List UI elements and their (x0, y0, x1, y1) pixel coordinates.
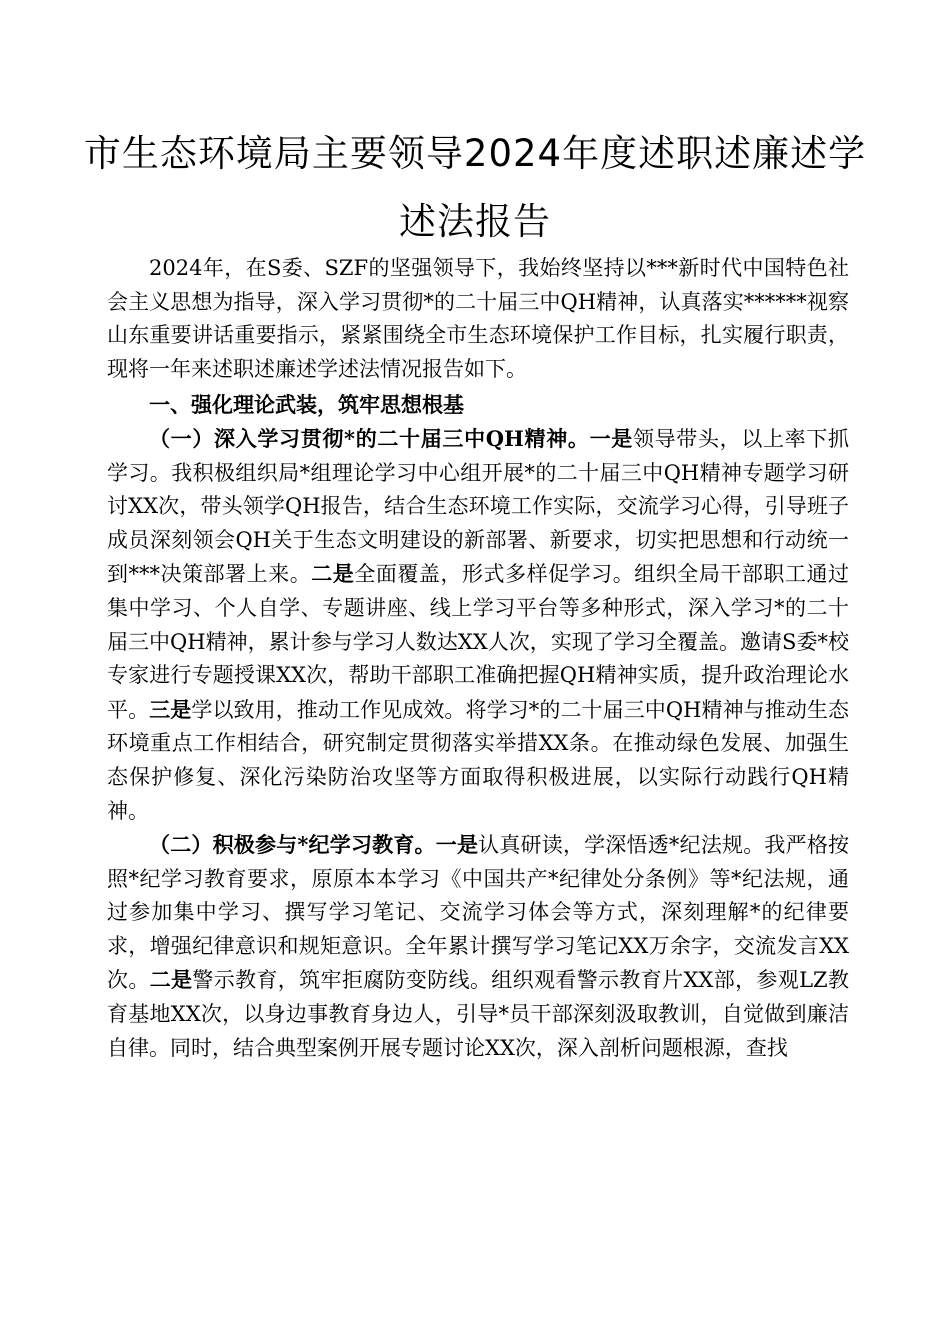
item1-lead2: 二是 (311, 561, 355, 587)
item1-lead3: 三是 (149, 696, 192, 722)
section1-item2-paragraph (107, 828, 849, 1065)
document-title-line2: 述法报告 (399, 200, 551, 243)
item1-text1: 领导带头，以上率下抓学习。我积极组织局*组理论学习中心组开展*的二十届三中QH精神专题学习研讨XX次，带头领学QH报告，结合生态环境工作实际，交流学习心得，引导班子成员深刻领会QH关于生态文明建设的新部署、新要求，切实把思想和行动统一到***决策部署上来。 (107, 426, 850, 587)
item1-text2: 全面覆盖，形式多样促学习。组织全局干部职工通过集中学习、个人自学、专题讲座、线上学习平台等多种形式，深入学习*的二十届三中QH精神，累计参与学习人数达XX人次，实现了学习全覆盖。邀请S委*校专家进行专题授课XX次，帮助干部职工准确把握QH精神实质，提升政治理论水平。 (107, 562, 850, 722)
item1-text3: 学以致用，推动工作见成效。将学习*的二十届三中QH精神与推动生态环境重点工作相结合，研究制定贯彻落实举措XX条。在推动绿色发展、加强生态保护修复、深化污染防治攻坚等方面取得积极进展，以实际行动践行QH精神。 (107, 697, 850, 823)
document-body (107, 252, 849, 1065)
section1-heading: 一、强化理论武装，筑牢思想根基 (149, 392, 464, 418)
item2-lead1: 一是 (435, 832, 479, 858)
document-title-line1: 市生态环境局主要领导2024年度述职述廉述学 (83, 132, 867, 175)
item2-lead2: 二是 (149, 967, 193, 993)
section1-item1-paragraph (107, 422, 849, 828)
intro-paragraph: 2024年，在S委、SZF的坚强领导下，我始终坚持以***新时代中国特色社会主义思想为指导，深入学习贯彻*的二十届三中QH精神，认真落实******视察山东重要讲话重要指示，紧紧围绕全市生态环境保护工作目标，扎实履行职责，现将一年来述职述廉述学述法情况报告如下。 (107, 256, 849, 381)
item2-text1: 认真研读，学深悟透*纪法规。我严格按照*纪学习教育要求，原原本本学习《中国共产*纪律处分条例》等*纪法规，通过参加集中学习、撰写学习笔记、交流学习体会等方式，深刻理解*的纪律要求，增强纪律意识和规矩意识。全年累计撰写学习笔记XX万余字，交流发言XX次。 (107, 833, 850, 993)
item1-lead1: 一是 (589, 425, 633, 451)
item2-heading: （二）积极参与*纪学习教育。 (149, 832, 436, 858)
item2-text2: 警示教育，筑牢拒腐防变防线。组织观看警示教育片XX部，参观LZ教育基地XX次，以身边事教育身边人，引导*员干部深刻汲取教训，自觉做到廉洁自律。同时，结合典型案例开展专题讨论XX次，深入剖析问题根源，查找 (107, 968, 850, 1060)
item1-heading: （一）深入学习贯彻*的二十届三中QH精神。 (149, 425, 590, 451)
